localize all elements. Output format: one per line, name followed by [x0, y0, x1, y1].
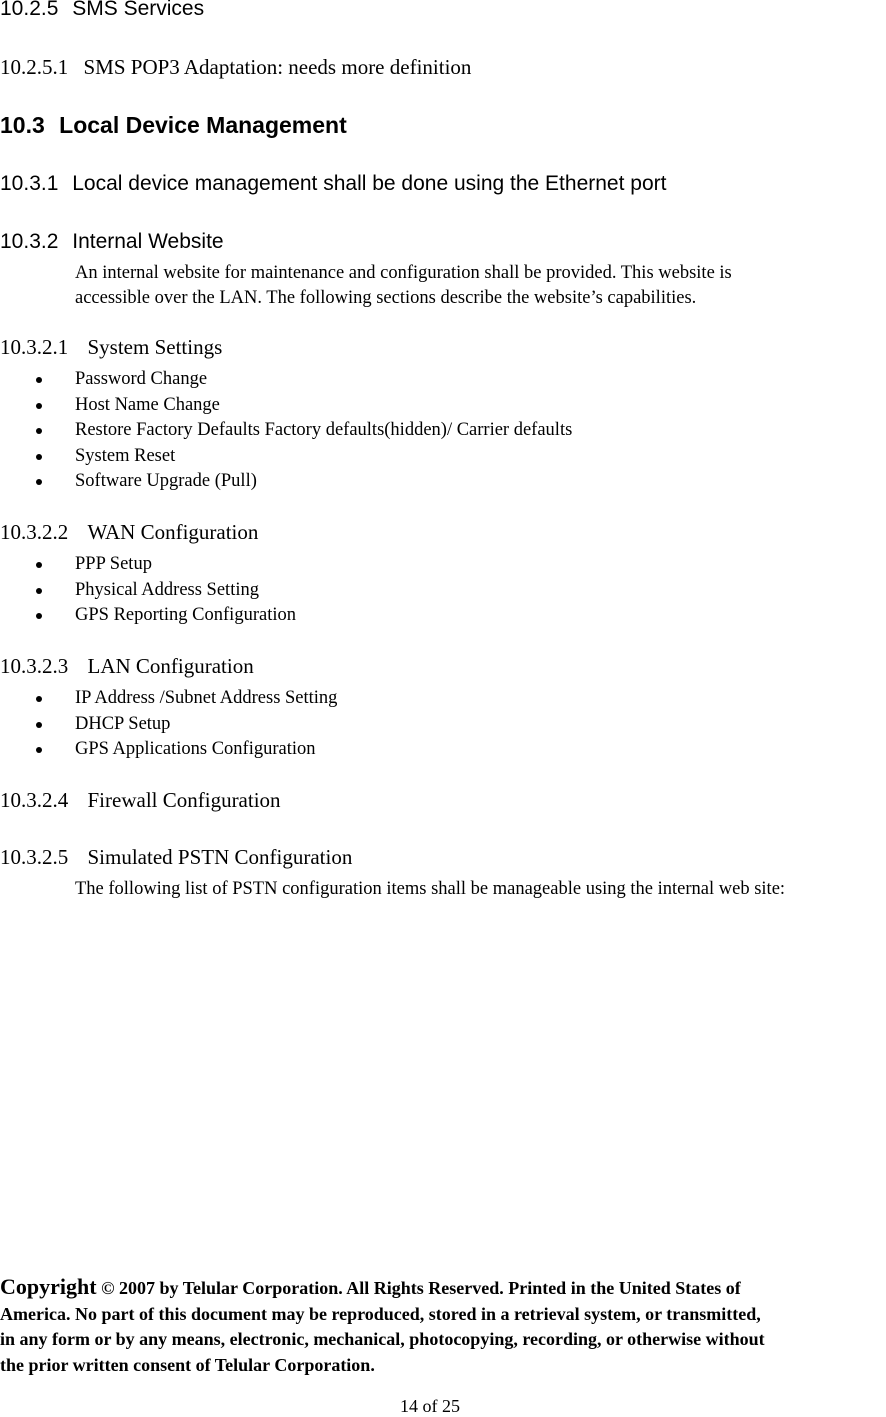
- section-number: 10.3.2: [0, 230, 59, 253]
- bullet-icon: [36, 403, 42, 409]
- bullet-icon: [36, 377, 42, 383]
- section-title: Firewall Configuration: [87, 788, 281, 812]
- heading-10-3: [0, 112, 347, 139]
- paragraph-internal-website-line2: accessible over the LAN. The following sections describe the website’s capabilities.: [75, 288, 697, 308]
- section-number: 10.3.2.5: [0, 845, 69, 869]
- bullet-icon: [36, 454, 42, 460]
- bullet-icon: [36, 613, 42, 619]
- section-number: 10.3.2.3: [0, 654, 69, 678]
- bullet-icon: [36, 722, 42, 728]
- bullet-icon: [36, 562, 42, 568]
- section-number: 10.3.2.2: [0, 520, 69, 544]
- bullet-icon: [36, 588, 42, 594]
- bullet-icon: [36, 747, 42, 753]
- heading-10-3-2-4: [0, 788, 281, 813]
- heading-10-3-2: [0, 230, 224, 254]
- page-number: 14 of 25: [400, 1396, 460, 1416]
- section-title: SMS POP3 Adaptation: needs more definition: [83, 55, 472, 79]
- heading-10-2-5: [0, 0, 204, 21]
- copyright-line-3: in any form or by any means, electronic, mechanical, photocopying, recording, or otherwise without: [0, 1329, 765, 1349]
- section-title: LAN Configuration: [87, 654, 254, 678]
- heading-10-3-2-3: [0, 654, 254, 679]
- copyright-word: Copyright: [0, 1274, 97, 1299]
- copyright-symbol: ©: [101, 1278, 115, 1298]
- heading-10-3-2-1: [0, 335, 222, 360]
- section-title: Local device management shall be done using the Ethernet port: [72, 172, 667, 195]
- bullet-icon: [36, 696, 42, 702]
- bullet-icon: [36, 428, 42, 434]
- section-title: Internal Website: [72, 230, 224, 253]
- heading-10-3-2-5: [0, 845, 352, 870]
- section-number: 10.2.5.1: [0, 55, 69, 79]
- copyright-notice: [0, 1274, 886, 1378]
- copyright-line-4: the prior written consent of Telular Corporation.: [0, 1354, 375, 1375]
- heading-10-2-5-1: [0, 55, 471, 80]
- copyright-line-1: Copyright © 2007 by Telular Corporation. All Rights Reserved. Printed in the United States of: [0, 1274, 741, 1299]
- bullet-icon: [36, 479, 42, 485]
- section-title: SMS Services: [72, 0, 205, 20]
- section-number: 10.3.2.1: [0, 335, 69, 359]
- paragraph-pstn-configuration: The following list of PSTN configuration items shall be manageable using the internal web site:: [75, 879, 786, 899]
- paragraph-internal-website-line1: An internal website for maintenance and configuration shall be provided. This website is: [75, 263, 732, 283]
- heading-10-3-1: [0, 172, 666, 196]
- heading-10-3-2-2: [0, 520, 258, 545]
- section-title: System Settings: [87, 335, 223, 359]
- section-title: Simulated PSTN Configuration: [87, 845, 353, 869]
- section-title: Local Device Management: [59, 112, 347, 138]
- section-number: 10.3.2.4: [0, 788, 69, 812]
- section-title: WAN Configuration: [87, 520, 259, 544]
- section-number: 10.3: [0, 112, 45, 138]
- copyright-line-2: America. No part of this document may be reproduced, stored in a retrieval system, or transmitted,: [0, 1303, 761, 1324]
- section-number: 10.3.1: [0, 172, 59, 195]
- section-number: 10.2.5: [0, 0, 59, 20]
